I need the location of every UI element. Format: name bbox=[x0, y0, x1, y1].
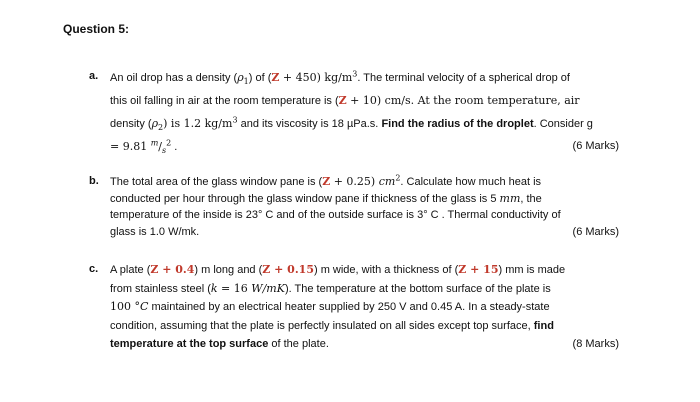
item-text bbox=[110, 70, 619, 158]
item-letter: c. bbox=[89, 263, 99, 275]
marks-label: (8 Marks) bbox=[572, 338, 619, 350]
item-text bbox=[110, 263, 619, 354]
item-letter: b. bbox=[89, 175, 99, 187]
item-text bbox=[110, 175, 619, 241]
text-line: condition, assuming that the plate is perfectly insulated on all sides except top surface, find bbox=[110, 319, 554, 332]
text-line: temperature at the top surface of the plate. (8 Marks) bbox=[110, 335, 619, 354]
item-letter: a. bbox=[89, 70, 99, 82]
text-line: A plate (Z + 0.4) m long and (Z + 0.15) m wide, with a thickness of (Z + 15) mm is made bbox=[110, 263, 566, 276]
text-line: this oil falling in air at the room temperature is (Z + 10) cm/s. At the room temperature, air bbox=[110, 94, 580, 107]
text-line: 100 °C maintained by an electrical heater supplied by 250 V and 0.45 A. In a steady-state bbox=[110, 300, 550, 313]
text-line: = 9.81 $^m/_s^2$ . (6 Marks) bbox=[110, 135, 619, 158]
text-line: from stainless steel (k = 16 W/mK). The temperature at the bottom surface of the plate is bbox=[110, 281, 551, 295]
text-line: density $(\rho_2)$ is 1.2 $kg/m^3$ and its viscosity is 18 µPa.s. Find the radius of the droplet. Consider g bbox=[110, 115, 593, 133]
text-line: glass is 1.0 W/mk. (6 Marks) bbox=[110, 224, 619, 241]
marks-label: (6 Marks) bbox=[572, 140, 619, 152]
text-line: An oil drop has a density $(\rho_1)$ of (Z + 450) $kg/m^3$. The terminal velocity of a spherical drop of bbox=[110, 69, 570, 87]
marks-label: (6 Marks) bbox=[572, 226, 619, 238]
text-line: The total area of the glass window pane is (Z + 0.25) $cm^2$. Calculate how much heat is bbox=[110, 173, 542, 188]
question-title: Question 5: bbox=[63, 22, 130, 36]
text-line: conducted per hour through the glass window pane if thickness of the glass is 5 mm, the bbox=[110, 192, 542, 205]
text-line: temperature of the inside is 23° C and of the outside surface is 3° C . Thermal conductivity of bbox=[110, 209, 561, 221]
